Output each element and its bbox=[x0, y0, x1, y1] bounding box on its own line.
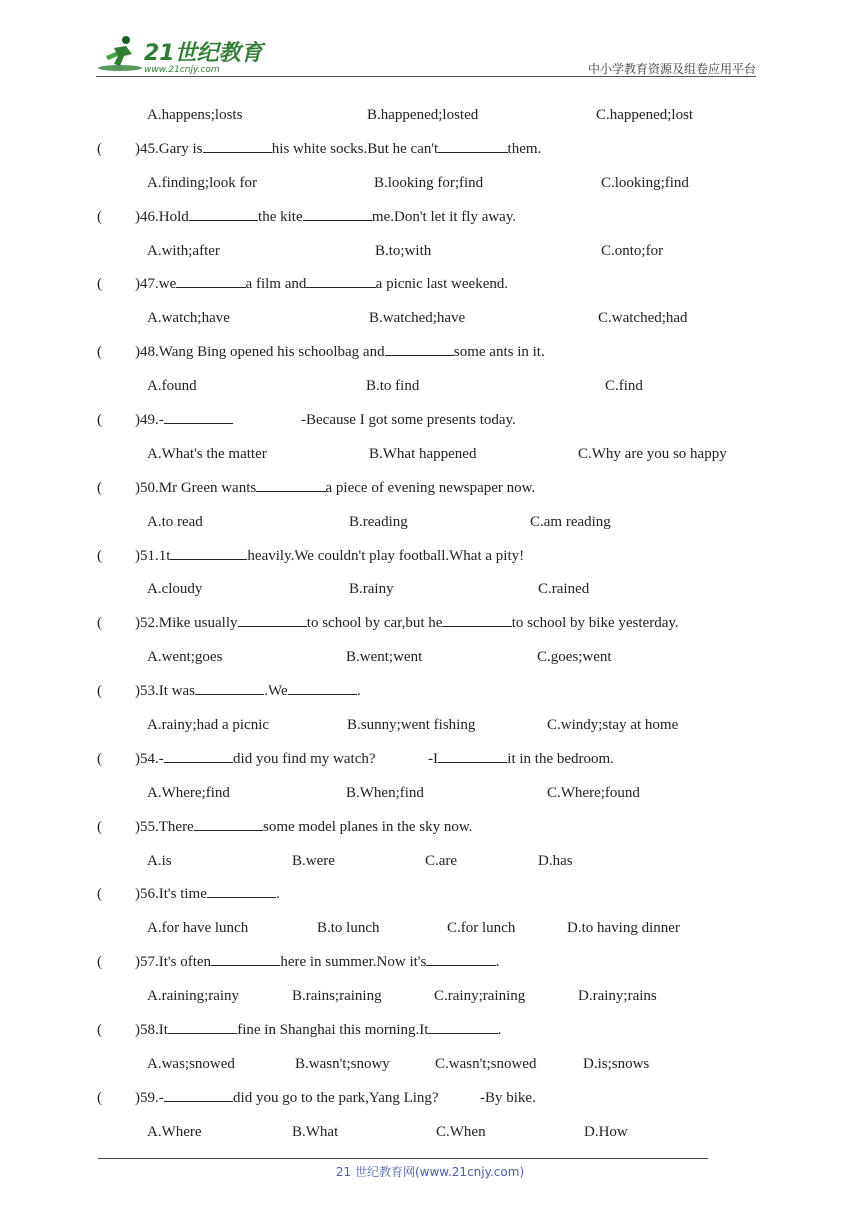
question-text: )56.It's time . bbox=[135, 879, 280, 909]
answer-paren: ( bbox=[97, 276, 102, 293]
option-c: C.Where;found bbox=[547, 784, 640, 801]
options-row bbox=[97, 710, 777, 744]
answer-blank bbox=[164, 747, 233, 763]
question-row bbox=[97, 947, 777, 981]
options-row bbox=[97, 778, 777, 812]
answer-blank bbox=[256, 476, 325, 492]
answer-paren: ( bbox=[97, 818, 102, 835]
option-a: A.happens;losts bbox=[147, 107, 243, 123]
options-row bbox=[97, 236, 777, 270]
question-text: )54.- did you find my watch? bbox=[135, 744, 376, 774]
question-row bbox=[97, 337, 777, 371]
answer-blank bbox=[170, 544, 247, 560]
option-b: B.to find bbox=[366, 378, 420, 395]
answer-blank bbox=[164, 408, 233, 424]
option-b: B.rainy bbox=[349, 581, 394, 598]
option-d: D.rainy;rains bbox=[578, 988, 657, 1005]
footer-divider bbox=[98, 1158, 708, 1159]
answer-paren: ( bbox=[97, 954, 102, 971]
option-c: C.onto;for bbox=[601, 242, 664, 259]
question-reply-text: -I it in the bedroom. bbox=[428, 744, 614, 774]
question-row bbox=[97, 812, 777, 846]
question-row bbox=[97, 405, 777, 439]
option-c: C.for lunch bbox=[447, 920, 516, 937]
question-row bbox=[97, 1015, 777, 1049]
question-list bbox=[97, 100, 777, 1151]
question-row bbox=[97, 744, 777, 778]
option-a: A.Where bbox=[147, 1123, 202, 1140]
option-b: B.to lunch bbox=[317, 920, 380, 937]
question-row bbox=[97, 608, 777, 642]
option-a: A.finding;look for bbox=[147, 174, 257, 191]
question-row bbox=[97, 1083, 777, 1117]
option-b: B.reading bbox=[349, 513, 408, 530]
option-a: A.to read bbox=[147, 513, 203, 530]
options-row bbox=[97, 1049, 777, 1083]
answer-blank bbox=[438, 747, 507, 763]
option-c: C.happened;lost bbox=[596, 107, 694, 123]
option-c: C.windy;stay at home bbox=[547, 717, 679, 734]
option-a: A.What's the matter bbox=[147, 445, 267, 462]
option-a: A.was;snowed bbox=[147, 1055, 235, 1072]
question-text: )51.1t heavily.We couldn't play football.What a pity! bbox=[135, 541, 524, 571]
answer-blank bbox=[211, 950, 280, 966]
option-a: A.rainy;had a picnic bbox=[147, 717, 270, 734]
question-text: )57.It's often here in summer.Now it's . bbox=[135, 947, 499, 977]
answer-paren: ( bbox=[97, 208, 102, 225]
question-text: )58.It fine in Shanghai this morning.It . bbox=[135, 1015, 502, 1045]
option-a: A.went;goes bbox=[147, 649, 223, 666]
option-c: C.are bbox=[425, 852, 458, 869]
option-d: D.is;snows bbox=[583, 1055, 650, 1072]
option-b: B.sunny;went fishing bbox=[347, 717, 476, 734]
answer-blank bbox=[306, 272, 375, 288]
answer-blank bbox=[385, 340, 454, 356]
answer-paren: ( bbox=[97, 615, 102, 632]
answer-blank bbox=[164, 1086, 233, 1102]
answer-blank bbox=[168, 1018, 237, 1034]
answer-paren: ( bbox=[97, 886, 102, 903]
options-row bbox=[97, 507, 777, 541]
option-b: B.watched;have bbox=[369, 310, 466, 327]
answer-blank bbox=[189, 205, 258, 221]
option-a: A.with;after bbox=[147, 242, 220, 259]
option-c: C.rainy;raining bbox=[434, 988, 526, 1005]
answer-blank bbox=[238, 611, 307, 627]
option-c: C.looking;find bbox=[601, 174, 689, 191]
option-c: C.When bbox=[436, 1123, 486, 1140]
answer-paren: ( bbox=[97, 547, 102, 564]
answer-paren: ( bbox=[97, 140, 102, 157]
question-text: )48.Wang Bing opened his schoolbag and some ants in it. bbox=[135, 337, 545, 367]
options-row bbox=[97, 100, 777, 134]
option-a: A.watch;have bbox=[147, 310, 230, 327]
option-c: C.am reading bbox=[530, 513, 611, 530]
question-text: )55.There some model planes in the sky now. bbox=[135, 812, 472, 842]
option-a: A.found bbox=[147, 378, 197, 395]
svg-text:21世纪教育: 21世纪教育 bbox=[144, 41, 263, 66]
answer-blank bbox=[203, 137, 272, 153]
answer-paren: ( bbox=[97, 1022, 102, 1039]
question-text: )53.It was .We . bbox=[135, 676, 361, 706]
answer-paren: ( bbox=[97, 412, 102, 429]
answer-paren: ( bbox=[97, 479, 102, 496]
option-c: C.Why are you so happy bbox=[578, 445, 727, 462]
option-a: A.Where;find bbox=[147, 784, 230, 801]
option-b: B.What happened bbox=[369, 445, 477, 462]
option-b: B.to;with bbox=[375, 242, 432, 259]
option-c: C.rained bbox=[538, 581, 590, 598]
option-d: D.How bbox=[584, 1123, 628, 1140]
question-row bbox=[97, 676, 777, 710]
svg-text:www.21cnjy.com: www.21cnjy.com bbox=[144, 65, 220, 74]
option-b: B.What bbox=[292, 1123, 339, 1140]
question-text: )45.Gary is his white socks.But he can't them. bbox=[135, 134, 541, 164]
answer-blank bbox=[176, 272, 245, 288]
header-divider bbox=[96, 76, 756, 77]
option-c: C.wasn't;snowed bbox=[435, 1055, 537, 1072]
question-text: )59.- did you go to the park,Yang Ling? bbox=[135, 1083, 439, 1113]
option-c: C.goes;went bbox=[537, 649, 612, 666]
option-b: B.happened;losted bbox=[367, 107, 479, 123]
question-row bbox=[97, 879, 777, 913]
options-row bbox=[97, 913, 777, 947]
answer-blank bbox=[438, 137, 507, 153]
footer-text: 21 世纪教育网(www.21cnjy.com) bbox=[335, 1165, 525, 1179]
answer-blank bbox=[195, 679, 264, 695]
option-a: A.is bbox=[147, 852, 172, 869]
option-d: D.has bbox=[538, 852, 573, 869]
question-text: )46.Hold the kite me.Don't let it fly away. bbox=[135, 202, 516, 232]
answer-blank bbox=[303, 205, 372, 221]
page-header bbox=[96, 30, 756, 78]
option-b: B.rains;raining bbox=[292, 988, 382, 1005]
options-row bbox=[97, 642, 777, 676]
header-platform-text: 中小学教育资源及组卷应用平台 bbox=[587, 62, 756, 76]
option-a: A.cloudy bbox=[147, 581, 203, 598]
question-row bbox=[97, 269, 777, 303]
options-row bbox=[97, 981, 777, 1015]
answer-blank bbox=[207, 882, 276, 898]
answer-blank bbox=[426, 950, 495, 966]
option-c: C.watched;had bbox=[598, 310, 688, 327]
options-row bbox=[97, 846, 777, 880]
answer-blank bbox=[442, 611, 511, 627]
answer-blank bbox=[288, 679, 357, 695]
question-text: )52.Mike usually to school by car,but he to school by bike yesterday. bbox=[135, 608, 679, 638]
question-row bbox=[97, 541, 777, 575]
options-row bbox=[97, 574, 777, 608]
options-row bbox=[97, 168, 777, 202]
answer-paren: ( bbox=[97, 683, 102, 700]
answer-blank bbox=[194, 815, 263, 831]
answer-paren: ( bbox=[97, 344, 102, 361]
option-b: B.were bbox=[292, 852, 335, 869]
option-a: A.for have lunch bbox=[147, 920, 249, 937]
answer-paren: ( bbox=[97, 1089, 102, 1106]
question-reply-text: -By bike. bbox=[480, 1089, 536, 1106]
question-row bbox=[97, 473, 777, 507]
option-b: B.wasn't;snowy bbox=[295, 1055, 390, 1072]
options-row bbox=[97, 439, 777, 473]
option-b: B.When;find bbox=[346, 784, 424, 801]
21cnjy-logo bbox=[96, 34, 266, 74]
option-b: B.looking for;find bbox=[374, 174, 484, 191]
question-row bbox=[97, 134, 777, 168]
answer-blank bbox=[428, 1018, 497, 1034]
option-d: D.to having dinner bbox=[567, 920, 680, 937]
options-row bbox=[97, 371, 777, 405]
option-a: A.raining;rainy bbox=[147, 988, 240, 1005]
options-row bbox=[97, 303, 777, 337]
question-text: )49.- bbox=[135, 405, 233, 435]
question-text: )47.we a film and a picnic last weekend. bbox=[135, 269, 508, 299]
option-c: C.find bbox=[605, 378, 643, 395]
answer-paren: ( bbox=[97, 750, 102, 767]
options-row bbox=[97, 1117, 777, 1151]
option-b: B.went;went bbox=[346, 649, 423, 666]
question-text: )50.Mr Green wants a piece of evening newspaper now. bbox=[135, 473, 535, 503]
question-row bbox=[97, 202, 777, 236]
question-reply-text: -Because I got some presents today. bbox=[301, 412, 516, 429]
